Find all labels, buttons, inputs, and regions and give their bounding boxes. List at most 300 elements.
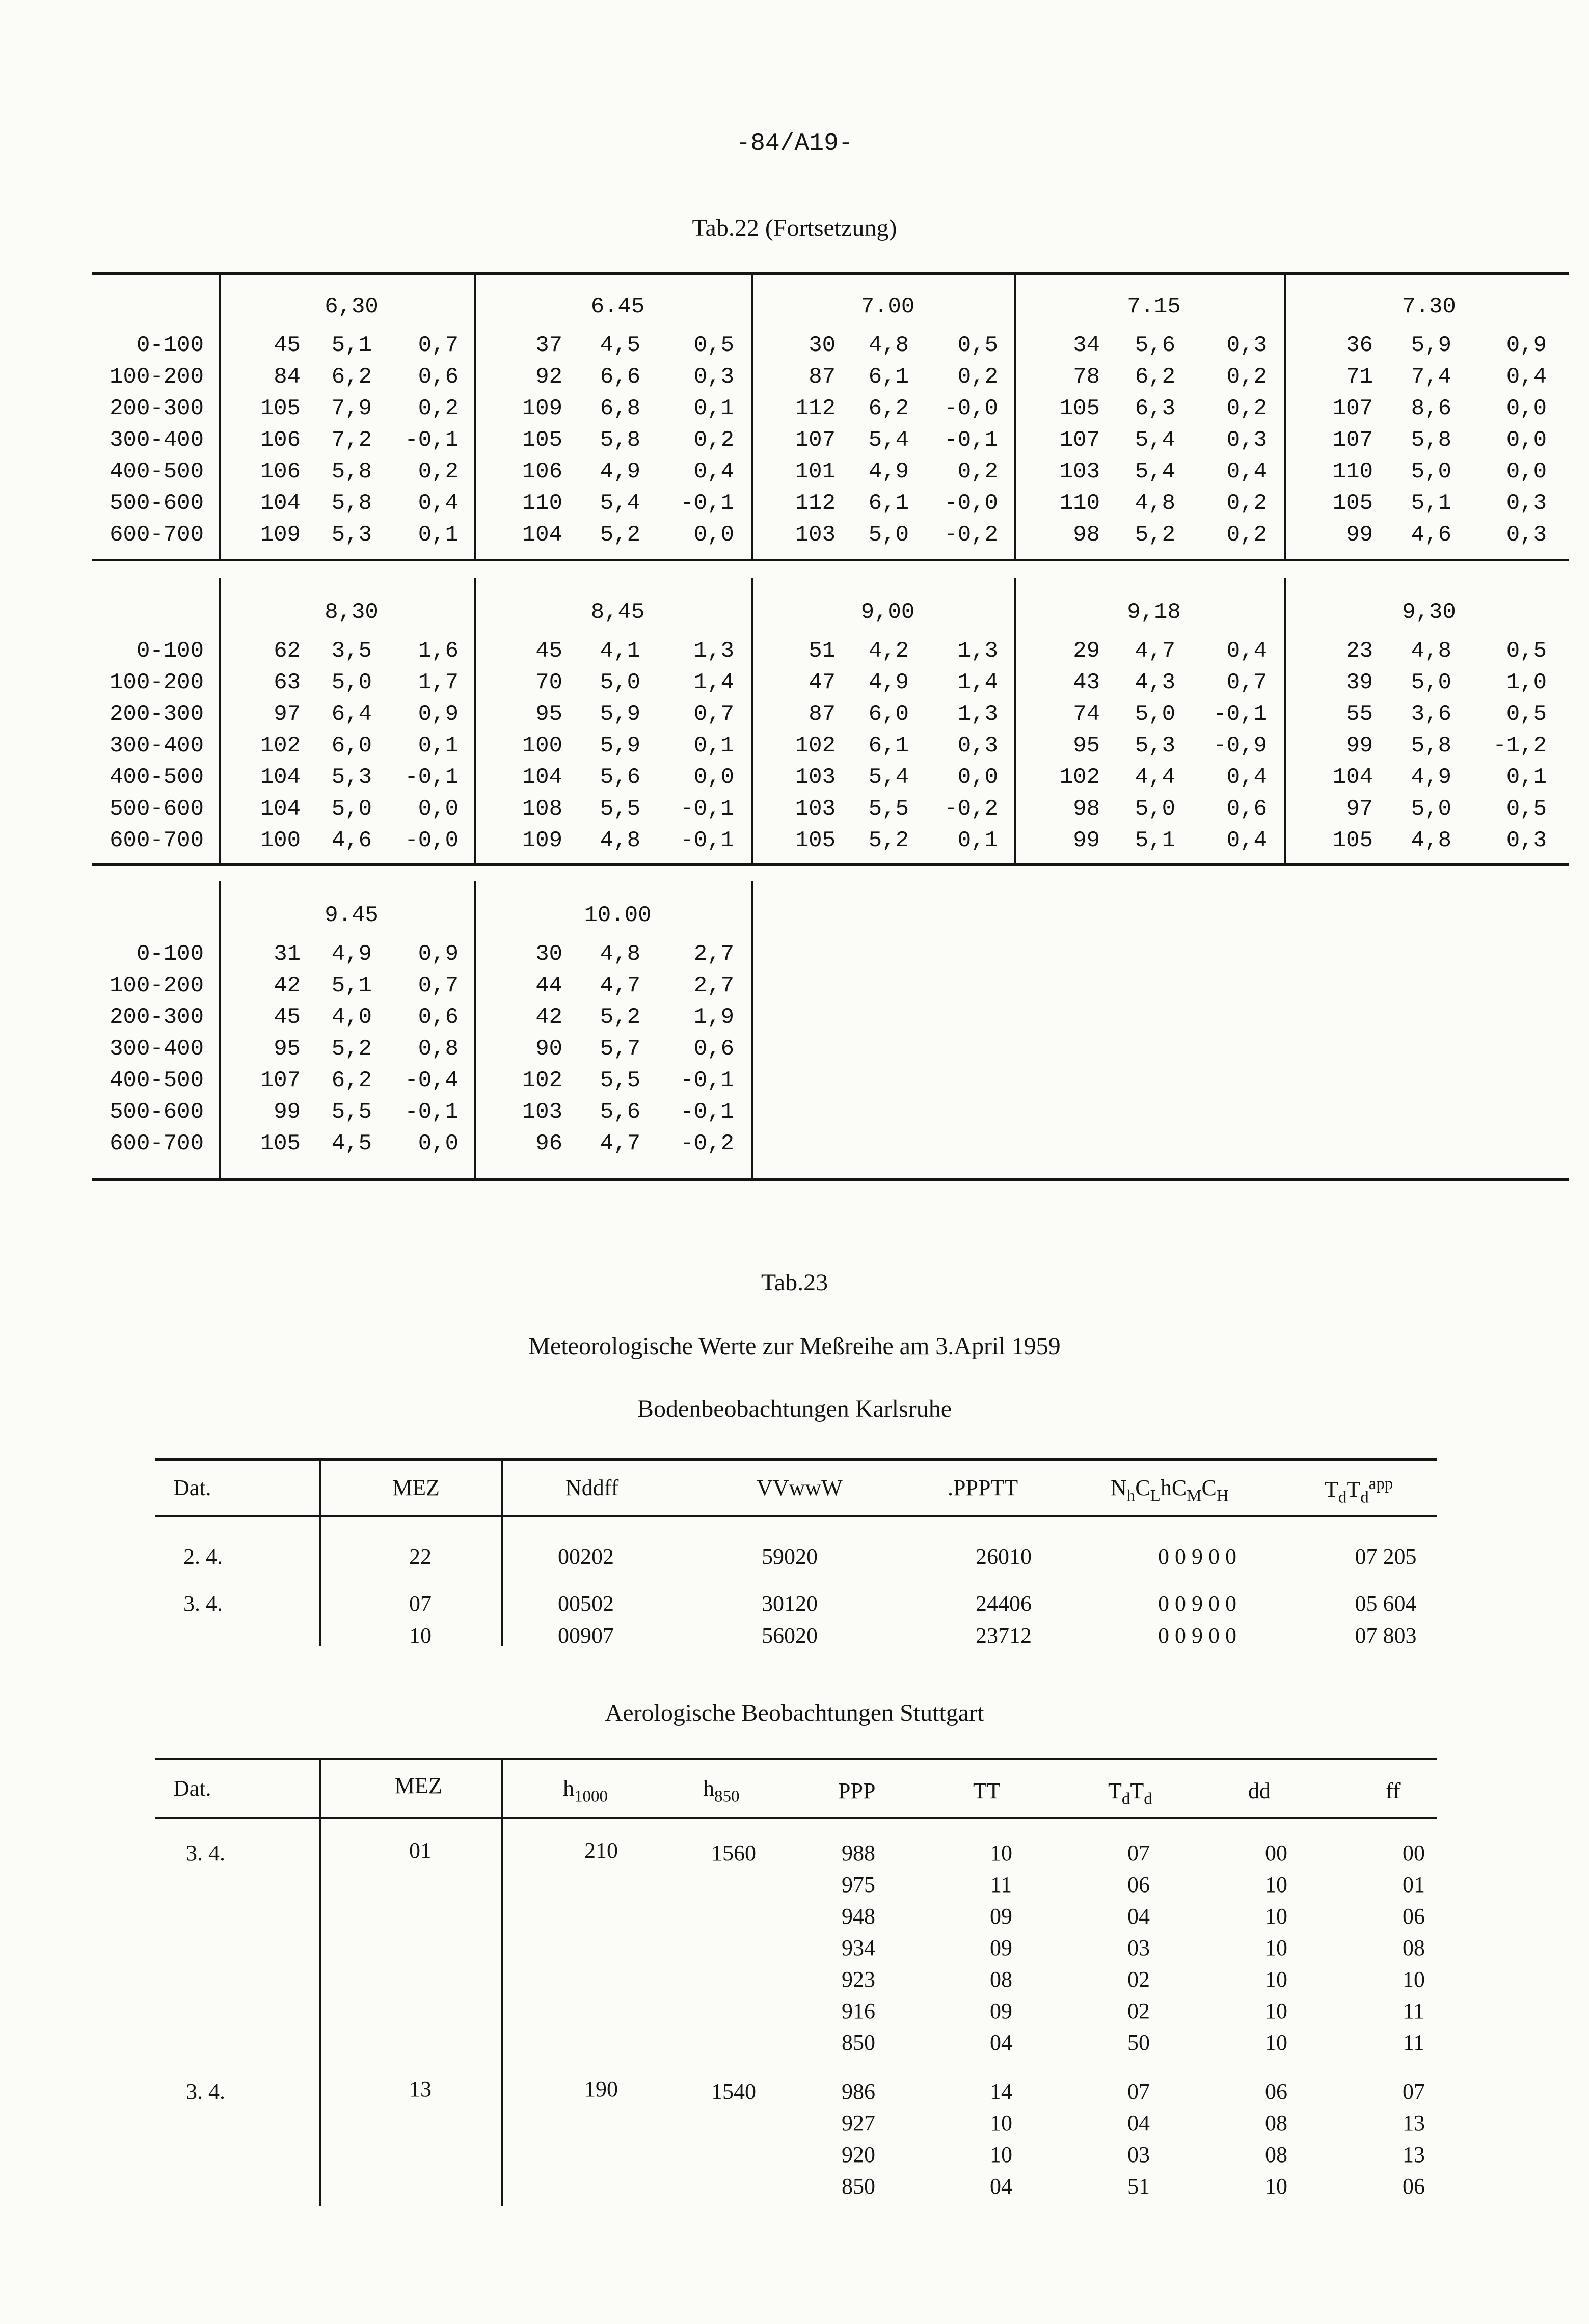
data-cell: 0,0	[418, 796, 459, 822]
data-cell: 0,6	[1226, 796, 1267, 822]
aero-header-dat: Dat.	[173, 1776, 211, 1801]
data-cell: 95	[1073, 733, 1100, 759]
aero-value: 08	[1265, 2142, 1287, 2167]
data-cell: 5,6	[600, 1099, 640, 1125]
data-cell: 0,2	[1226, 522, 1267, 548]
aero-h850: 1560	[711, 1841, 756, 1866]
ground-cell-dew: 05 604	[1355, 1591, 1417, 1616]
aero-value: 986	[842, 2079, 875, 2104]
data-cell: 2,7	[693, 973, 734, 998]
data-cell: 104	[1332, 765, 1373, 790]
data-cell: 112	[795, 396, 836, 421]
ground-cell-vvwww: 30120	[762, 1591, 818, 1616]
row-label: 500-600	[110, 491, 204, 516]
data-cell: 6,2	[331, 1068, 372, 1093]
data-cell: 105	[1332, 491, 1373, 516]
data-cell: 6,4	[331, 701, 372, 727]
row-label: 400-500	[110, 1068, 204, 1093]
aero-value: 08	[1403, 1935, 1425, 1960]
data-cell: -0,1	[680, 491, 734, 516]
aero-h1000: 190	[584, 2076, 618, 2101]
data-cell: 42	[274, 973, 301, 998]
ground-cell-nddff: 00502	[558, 1591, 614, 1616]
data-cell: 5,2	[868, 828, 909, 853]
data-cell: 97	[274, 701, 301, 727]
row-label: 500-600	[110, 1099, 204, 1125]
data-cell: 6,2	[868, 396, 909, 421]
data-cell: 6,8	[600, 396, 640, 421]
aero-value: 10	[1265, 2030, 1287, 2055]
aero-value: 03	[1127, 1935, 1150, 1960]
data-cell: -0,1	[680, 796, 734, 822]
data-cell: 5,0	[331, 796, 372, 822]
data-cell: 1,6	[418, 638, 459, 664]
data-cell: 0,4	[1226, 828, 1267, 853]
aero-value: 10	[990, 2111, 1012, 2136]
data-cell: 5,5	[600, 1068, 640, 1093]
data-cell: 5,6	[600, 765, 640, 790]
aero-header-h850: $h_{850}$	[703, 1776, 740, 1806]
data-cell: 5,2	[600, 522, 640, 548]
data-cell: 96	[535, 1131, 562, 1156]
row-label: 0-100	[136, 941, 204, 967]
ground-cell-vvwww: 59020	[762, 1544, 818, 1569]
ground-cell-dew: 07 803	[1355, 1623, 1417, 1648]
data-cell: 4,8	[1135, 491, 1175, 516]
data-cell: 31	[274, 941, 301, 967]
data-cell: 36	[1346, 333, 1373, 358]
aero-value: 10	[990, 2142, 1012, 2167]
data-cell: 0,5	[957, 333, 998, 358]
aero-value: 11	[1403, 2030, 1425, 2055]
ground-header-clouds: $N_hC_LhC_MC_H$	[1111, 1475, 1229, 1505]
data-cell: 102	[795, 733, 836, 759]
aero-value: 11	[990, 1872, 1012, 1897]
data-cell: -0,4	[405, 1068, 459, 1093]
ground-cell-nddff: 00907	[558, 1623, 614, 1648]
aero-value: 07	[1403, 2079, 1425, 2104]
data-cell: 0,6	[418, 1005, 459, 1030]
data-cell: 5,8	[1411, 733, 1451, 759]
aero-value: 06	[1127, 1872, 1150, 1897]
data-cell: 0,2	[418, 396, 459, 421]
data-cell: 5,9	[1411, 333, 1451, 358]
data-cell: 95	[274, 1036, 301, 1062]
data-cell: 0,1	[418, 733, 459, 759]
aero-header-tdtd: $T_dT_d$	[1108, 1778, 1152, 1808]
page-number: -84/A19-	[736, 130, 853, 157]
aero-value: 06	[1265, 2079, 1287, 2104]
data-cell: -0,2	[680, 1131, 734, 1156]
aero-value: 08	[990, 1967, 1012, 1992]
time-header: 7.15	[1127, 294, 1181, 319]
ground-cell-clouds: 0 0 9 0 0	[1158, 1544, 1236, 1569]
data-cell: 103	[795, 522, 836, 548]
data-cell: 6,3	[1135, 396, 1175, 421]
aero-value: 04	[990, 2030, 1012, 2055]
data-cell: 6,2	[1135, 364, 1175, 390]
data-cell: 0,0	[693, 522, 734, 548]
aero-value: 00	[1265, 1841, 1287, 1866]
data-cell: -0,0	[405, 828, 459, 853]
data-cell: 4,6	[1411, 522, 1451, 548]
time-header: 10.00	[584, 903, 652, 928]
aero-header-ff: ff	[1386, 1778, 1401, 1803]
data-cell: 104	[260, 491, 301, 516]
aero-value: 10	[1265, 1998, 1287, 2023]
ground-cell-ppptt: 24406	[976, 1591, 1032, 1616]
time-header: 7.30	[1402, 294, 1456, 319]
data-cell: 39	[1346, 670, 1373, 695]
time-header: 9,00	[860, 600, 915, 625]
data-cell: 107	[260, 1068, 301, 1093]
data-cell: -0,1	[405, 1099, 459, 1125]
data-cell: 0,0	[1506, 427, 1547, 453]
data-cell: 5,0	[1411, 459, 1451, 484]
data-cell: 106	[260, 427, 301, 453]
data-cell: 5,5	[331, 1099, 372, 1125]
data-cell: 1,3	[957, 638, 998, 664]
data-cell: 100	[522, 733, 562, 759]
row-label: 200-300	[110, 1005, 204, 1030]
data-cell: 5,1	[331, 973, 372, 998]
data-cell: 102	[260, 733, 301, 759]
data-cell: 30	[535, 941, 562, 967]
data-cell: 23	[1346, 638, 1373, 664]
time-header: 9.45	[325, 903, 379, 928]
data-cell: 4,8	[1411, 638, 1451, 664]
data-cell: 110	[1059, 491, 1100, 516]
data-cell: 92	[535, 364, 562, 390]
data-cell: 5,0	[1411, 796, 1451, 822]
data-cell: 1,4	[957, 670, 998, 695]
data-cell: 0,5	[1506, 701, 1547, 727]
data-cell: 5,4	[600, 491, 640, 516]
data-cell: 5,9	[600, 733, 640, 759]
data-cell: 101	[795, 459, 836, 484]
data-cell: 5,7	[600, 1036, 640, 1062]
time-header: 6,30	[325, 294, 379, 319]
aero-value: 11	[1403, 1998, 1425, 2023]
data-cell: 1,3	[693, 638, 734, 664]
data-cell: 105	[1332, 828, 1373, 853]
data-cell: -0,9	[1213, 733, 1267, 759]
data-cell: 0,4	[1226, 765, 1267, 790]
data-cell: 6,6	[600, 364, 640, 390]
data-cell: 34	[1073, 333, 1100, 358]
data-cell: 4,9	[868, 670, 909, 695]
data-cell: 100	[260, 828, 301, 853]
aero-header-tt: TT	[973, 1778, 1001, 1803]
data-cell: 45	[535, 638, 562, 664]
data-cell: -0,1	[405, 765, 459, 790]
data-cell: 5,1	[1411, 491, 1451, 516]
tab23-label: Tab.23	[761, 1269, 828, 1296]
data-cell: 71	[1346, 364, 1373, 390]
aero-heading: Aerologische Beobachtungen Stuttgart	[605, 1699, 984, 1726]
data-cell: 0,7	[418, 973, 459, 998]
ground-cell-vvwww: 56020	[762, 1623, 818, 1648]
aero-value: 14	[990, 2079, 1012, 2104]
data-cell: 5,2	[331, 1036, 372, 1062]
aero-value: 07	[1127, 2079, 1150, 2104]
ground-cell-dat: 3. 4.	[183, 1591, 223, 1616]
aero-header-h1000: $h_{1000}$	[563, 1776, 608, 1806]
data-cell: 43	[1073, 670, 1100, 695]
data-cell: -0,1	[680, 828, 734, 853]
data-cell: -1,2	[1493, 733, 1547, 759]
data-cell: 47	[809, 670, 836, 695]
data-cell: 107	[1059, 427, 1100, 453]
data-cell: 2,7	[693, 941, 734, 967]
row-label: 600-700	[110, 1131, 204, 1156]
row-label: 300-400	[110, 1036, 204, 1062]
data-cell: 0,3	[1226, 333, 1267, 358]
aero-value: 09	[990, 1935, 1012, 1960]
data-cell: 105	[260, 1131, 301, 1156]
data-cell: 95	[535, 701, 562, 727]
data-cell: -0,1	[680, 1068, 734, 1093]
row-label: 0-100	[136, 638, 204, 664]
aero-value: 10	[1265, 2174, 1287, 2199]
aero-value: 06	[1403, 1904, 1425, 1929]
time-header: 9,18	[1127, 600, 1181, 625]
time-header: 9,30	[1402, 600, 1456, 625]
data-cell: 0,2	[1226, 491, 1267, 516]
ground-cell-ppptt: 26010	[976, 1544, 1032, 1569]
ground-header-vvwww: VVwwW	[757, 1475, 843, 1500]
aero-value: 10	[990, 1841, 1012, 1866]
data-cell: -0,2	[944, 796, 998, 822]
data-cell: 0,3	[1506, 828, 1547, 853]
aero-value: 03	[1127, 2142, 1150, 2167]
data-cell: 0,4	[418, 491, 459, 516]
data-cell: 0,7	[418, 333, 459, 358]
aero-value: 934	[842, 1935, 875, 1960]
data-cell: 112	[795, 491, 836, 516]
data-cell: 105	[795, 828, 836, 853]
data-cell: 62	[274, 638, 301, 664]
data-cell: -0,1	[1213, 701, 1267, 727]
aero-value: 04	[990, 2174, 1012, 2199]
data-cell: 37	[535, 333, 562, 358]
row-label: 100-200	[110, 670, 204, 695]
data-cell: 5,0	[1135, 796, 1175, 822]
aero-value: 10	[1265, 1967, 1287, 1992]
data-cell: 1,3	[957, 701, 998, 727]
data-cell: 4,0	[331, 1005, 372, 1030]
ground-cell-mez: 22	[409, 1544, 432, 1569]
data-cell: 5,4	[868, 765, 909, 790]
data-cell: -0,1	[405, 427, 459, 453]
tab23-title: Meteorologische Werte zur Meßreihe am 3.April 1959	[528, 1333, 1061, 1360]
data-cell: 0,1	[1506, 765, 1547, 790]
data-cell: 0,4	[1226, 638, 1267, 664]
data-cell: 5,4	[1135, 459, 1175, 484]
data-cell: -0,0	[944, 491, 998, 516]
ground-header-ppptt: .PPPTT	[948, 1475, 1018, 1500]
data-cell: -0,1	[944, 427, 998, 453]
data-cell: 99	[1073, 828, 1100, 853]
data-cell: 107	[795, 427, 836, 453]
data-cell: 87	[809, 364, 836, 390]
data-cell: 104	[260, 765, 301, 790]
aero-value: 10	[1265, 1872, 1287, 1897]
data-cell: 98	[1073, 522, 1100, 548]
data-cell: 0,1	[693, 396, 734, 421]
aero-value: 04	[1127, 2111, 1150, 2136]
aero-dat: 3. 4.	[186, 1841, 225, 1866]
aero-value: 06	[1403, 2174, 1425, 2199]
ground-cell-dew: 07 205	[1355, 1544, 1417, 1569]
data-cell: 5,1	[331, 333, 372, 358]
data-cell: 103	[522, 1099, 562, 1125]
aero-value: 08	[1265, 2111, 1287, 2136]
aero-value: 04	[1127, 1904, 1150, 1929]
aero-h850: 1540	[711, 2079, 756, 2104]
aero-value: 02	[1127, 1998, 1150, 2023]
data-cell: 55	[1346, 701, 1373, 727]
data-cell: 3,6	[1411, 701, 1451, 727]
data-cell: 99	[274, 1099, 301, 1125]
data-cell: 84	[274, 364, 301, 390]
data-cell: 4,2	[868, 638, 909, 664]
data-cell: 104	[522, 522, 562, 548]
aero-value: 948	[842, 1904, 875, 1929]
data-cell: 0,3	[957, 733, 998, 759]
data-cell: 5,3	[1135, 733, 1175, 759]
data-cell: 6,1	[868, 491, 909, 516]
data-cell: 0,2	[1226, 364, 1267, 390]
time-header: 8,30	[325, 600, 379, 625]
data-cell: 5,8	[331, 491, 372, 516]
aero-value: 850	[842, 2174, 875, 2199]
data-cell: 44	[535, 973, 562, 998]
aero-value: 00	[1403, 1841, 1425, 1866]
data-cell: 5,8	[331, 459, 372, 484]
data-cell: 104	[260, 796, 301, 822]
aero-value: 07	[1127, 1841, 1150, 1866]
data-cell: 4,8	[600, 941, 640, 967]
data-cell: 110	[522, 491, 562, 516]
data-cell: 0,9	[1506, 333, 1547, 358]
data-cell: 3,5	[331, 638, 372, 664]
data-cell: 7,4	[1411, 364, 1451, 390]
row-label: 400-500	[110, 765, 204, 790]
data-cell: 105	[1059, 396, 1100, 421]
data-cell: 105	[522, 427, 562, 453]
data-cell: 0,1	[693, 733, 734, 759]
aero-value: 02	[1127, 1967, 1150, 1992]
ground-cell-clouds: 0 0 9 0 0	[1158, 1591, 1236, 1616]
data-cell: 0,3	[1506, 491, 1547, 516]
data-cell: 0,4	[693, 459, 734, 484]
data-cell: 63	[274, 670, 301, 695]
ground-header-dat: Dat.	[173, 1475, 211, 1500]
data-cell: 5,2	[600, 1005, 640, 1030]
aero-value: 10	[1265, 1904, 1287, 1929]
ground-cell-nddff: 00202	[558, 1544, 614, 1569]
aero-mez: 01	[409, 1838, 432, 1863]
data-cell: 105	[260, 396, 301, 421]
data-cell: 4,9	[600, 459, 640, 484]
data-cell: 4,6	[331, 828, 372, 853]
data-cell: 90	[535, 1036, 562, 1062]
data-cell: 30	[809, 333, 836, 358]
data-cell: 4,8	[868, 333, 909, 358]
data-cell: 5,0	[868, 522, 909, 548]
data-cell: -0,1	[680, 1099, 734, 1125]
row-label: 300-400	[110, 427, 204, 453]
data-cell: 0,7	[1226, 670, 1267, 695]
data-cell: 4,9	[868, 459, 909, 484]
aero-dat: 3. 4.	[186, 2079, 225, 2104]
data-cell: 4,8	[600, 828, 640, 853]
data-cell: 4,1	[600, 638, 640, 664]
row-label: 200-300	[110, 396, 204, 421]
row-label: 600-700	[110, 522, 204, 548]
data-cell: 0,0	[1506, 459, 1547, 484]
data-cell: 6,0	[331, 733, 372, 759]
data-cell: 5,1	[1135, 828, 1175, 853]
data-cell: 1,4	[693, 670, 734, 695]
data-cell: 0,1	[418, 522, 459, 548]
data-cell: 0,0	[1506, 396, 1547, 421]
time-header: 8,45	[590, 600, 645, 625]
data-cell: 5,4	[1135, 427, 1175, 453]
data-cell: 0,7	[693, 701, 734, 727]
aero-header-mez: MEZ	[395, 1773, 442, 1798]
data-cell: 4,3	[1135, 670, 1175, 695]
data-cell: 0,6	[693, 1036, 734, 1062]
time-header: 6.45	[590, 294, 645, 319]
data-cell: 4,5	[600, 333, 640, 358]
data-cell: 0,3	[1226, 427, 1267, 453]
data-cell: 7,2	[331, 427, 372, 453]
data-cell: 109	[260, 522, 301, 548]
data-cell: 5,3	[331, 765, 372, 790]
data-cell: 110	[1332, 459, 1373, 484]
data-cell: -0,0	[944, 396, 998, 421]
ground-cell-mez: 10	[409, 1623, 432, 1648]
aero-value: 988	[842, 1841, 875, 1866]
aero-value: 916	[842, 1998, 875, 2023]
data-cell: 0,2	[957, 459, 998, 484]
data-cell: 102	[1059, 765, 1100, 790]
data-cell: 4,9	[1411, 765, 1451, 790]
data-cell: 109	[522, 828, 562, 853]
data-cell: 6,1	[868, 364, 909, 390]
data-cell: -0,2	[944, 522, 998, 548]
aero-value: 51	[1127, 2174, 1150, 2199]
data-cell: 0,8	[418, 1036, 459, 1062]
data-cell: 87	[809, 701, 836, 727]
ground-heading: Bodenbeobachtungen Karlsruhe	[637, 1395, 952, 1422]
aero-mez: 13	[409, 2076, 432, 2101]
data-cell: 6,1	[868, 733, 909, 759]
row-label: 400-500	[110, 459, 204, 484]
data-cell: 0,2	[957, 364, 998, 390]
data-cell: 5,5	[868, 796, 909, 822]
data-cell: 0,0	[957, 765, 998, 790]
data-cell: 4,4	[1135, 765, 1175, 790]
data-cell: 8,6	[1411, 396, 1451, 421]
aero-value: 10	[1265, 1935, 1287, 1960]
data-cell: 29	[1073, 638, 1100, 664]
data-cell: 5,0	[600, 670, 640, 695]
ground-cell-ppptt: 23712	[976, 1623, 1032, 1648]
data-cell: 0,2	[1226, 396, 1267, 421]
